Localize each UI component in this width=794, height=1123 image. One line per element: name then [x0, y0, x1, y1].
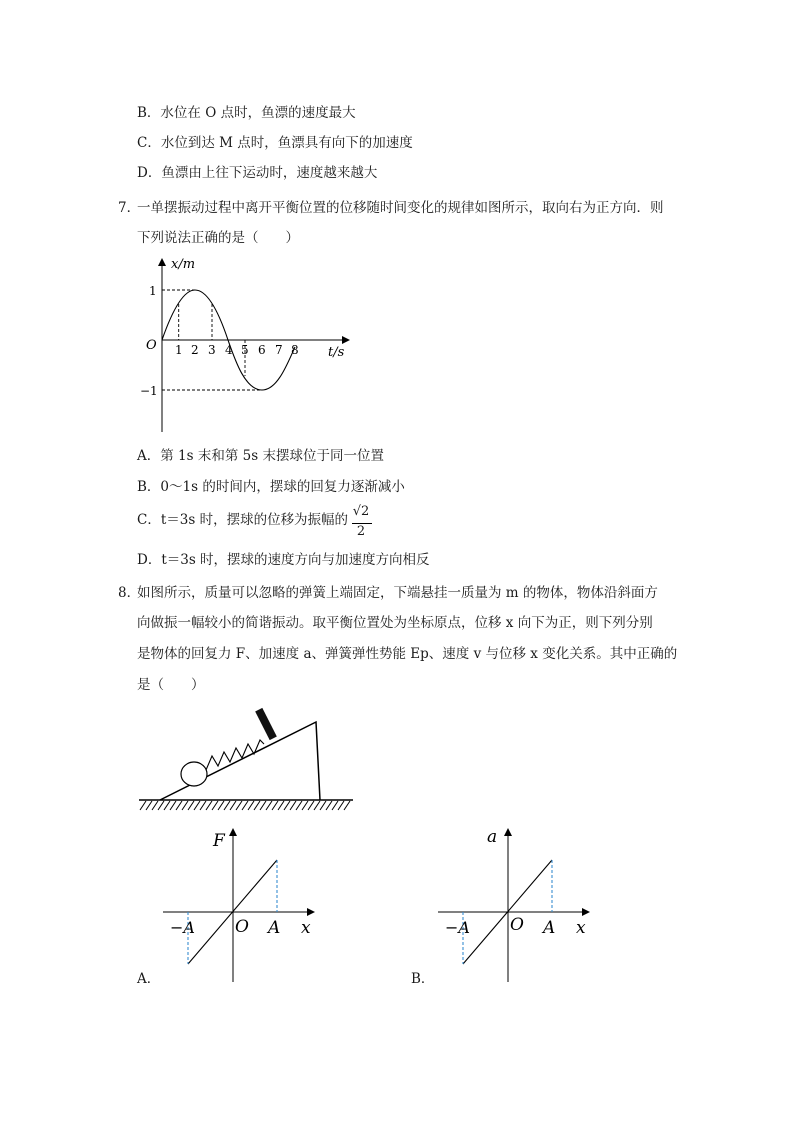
graph-a-pos-a: A: [268, 918, 281, 938]
q7-x-tick-2: 2: [191, 343, 199, 357]
ball: [181, 762, 207, 786]
incline-wedge: [160, 722, 320, 800]
q8-option-b-label: B．: [411, 971, 435, 987]
q8-number: 8．: [118, 585, 141, 601]
q7-x-tick-3: 3: [208, 343, 216, 357]
q7-y-axis-label: x/m: [171, 257, 196, 272]
graph-a-neg-a: −A: [170, 918, 195, 937]
q7-x-tick-7: 7: [275, 343, 283, 357]
q7-option-d: D．t＝3s 时，摆球的速度方向与加速度方向相反: [137, 552, 430, 568]
q7-stem-line2: 下列说法正确的是（ ）: [137, 230, 299, 246]
q7-y-tick-bottom: −1: [140, 384, 158, 398]
q7-option-a: A．第 1s 末和第 5s 末摆球位于同一位置: [137, 448, 384, 464]
q7-y-tick-top: 1: [149, 284, 157, 298]
graph-a-origin: O: [235, 917, 249, 937]
q8-stem-line4: 是（ ）: [137, 677, 205, 693]
q7-x-axis-label: t/s: [328, 345, 345, 360]
q7-x-tick-4: 4: [225, 343, 233, 357]
graph-b-origin: O: [510, 915, 524, 935]
q7-displacement-time-graph: [140, 252, 360, 437]
q8-stem-line1: 如图所示，质量可以忽略的弹簧上端固定，下端悬挂一质量为 m 的物体，物体沿斜面方: [137, 585, 658, 601]
q7-stem-line1: 一单摆振动过程中离开平衡位置的位移随时间变化的规律如图所示，取向右为正方向．则: [137, 200, 664, 216]
q7-origin-label: O: [146, 338, 157, 353]
q7-x-tick-8: 8: [291, 343, 299, 357]
spring-support: [255, 708, 277, 740]
graph-b-pos-a: A: [543, 918, 556, 938]
q6-option-b: B．水位在 O 点时，鱼漂的速度最大: [137, 105, 356, 121]
q8-graph-a: [155, 826, 325, 986]
q7-x-tick-1: 1: [175, 343, 183, 357]
q7-option-b: B．0～1s 的时间内，摆球的回复力逐渐减小: [137, 479, 405, 495]
q7-option-c: C．t＝3s 时，摆球的位移为振幅的: [137, 512, 349, 528]
graph-a-x-label: x: [301, 918, 311, 938]
q8-incline-spring-figure: [136, 700, 358, 818]
fraction-numerator: √2: [352, 504, 370, 519]
q6-option-d: D．鱼漂由上往下运动时，速度越来越大: [137, 165, 378, 181]
q8-stem-line3: 是物体的回复力 F、加速度 a、弹簧弹性势能 Ep、速度 v 与位移 x 变化关系。其中正确的: [137, 646, 678, 662]
graph-b-x-label: x: [576, 918, 586, 938]
fraction-denominator: 2: [356, 524, 366, 539]
graph-a-y-label: F: [213, 831, 225, 851]
spring: [206, 740, 264, 770]
q7-number: 7．: [118, 200, 141, 216]
q8-option-a-label: A．: [137, 971, 161, 987]
q8-graph-b: [430, 826, 600, 986]
q7-x-tick-6: 6: [258, 343, 266, 357]
graph-b-y-label: a: [487, 827, 498, 847]
q8-stem-line2: 向做振一幅较小的简谐振动。取平衡位置处为坐标原点，位移 x 向下为正，则下列分别: [137, 615, 653, 631]
q7-x-tick-5: 5: [241, 343, 249, 357]
graph-b-neg-a: −A: [445, 918, 470, 937]
q6-option-c: C．水位到达 M 点时，鱼漂具有向下的加速度: [137, 135, 413, 151]
